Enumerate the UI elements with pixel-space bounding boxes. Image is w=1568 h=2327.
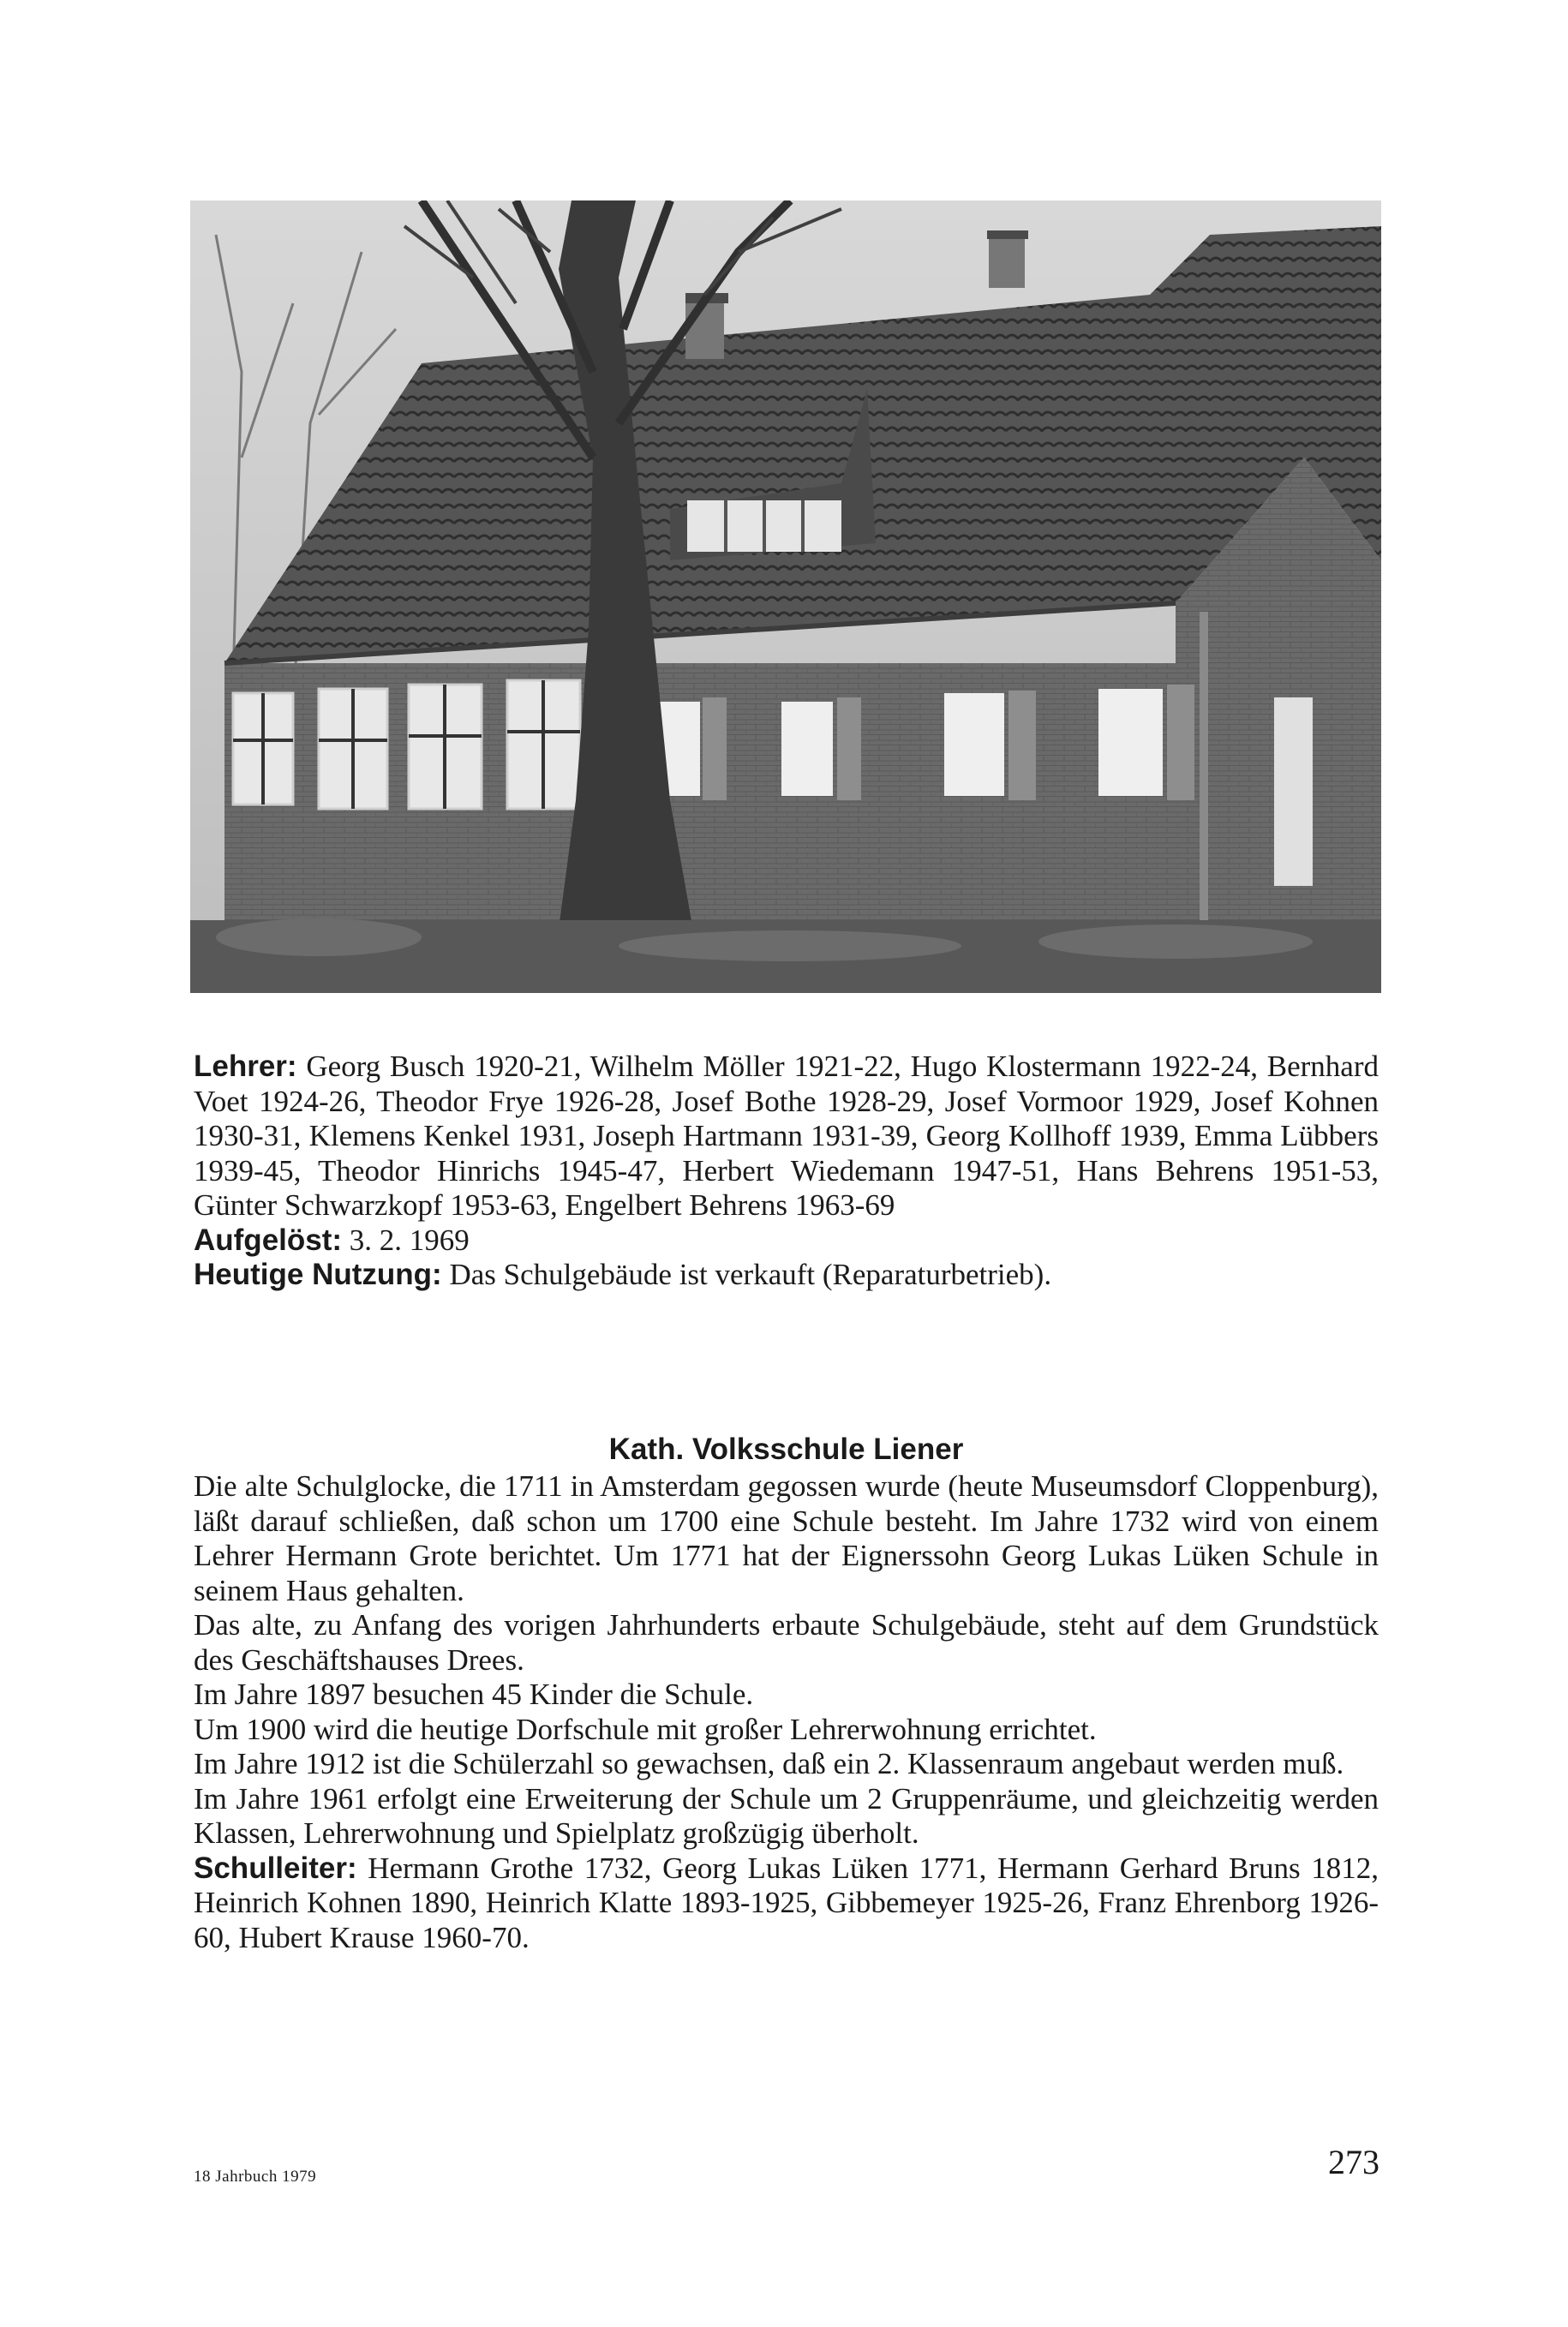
- section-heading: Kath. Volksschule Liener: [608, 1433, 964, 1466]
- history-paragraph: Um 1900 wird die heutige Dorfschule mit großer Lehrerwohnung errichtet.: [194, 1712, 1097, 1746]
- current-use-label: Heutige Nutzung:: [194, 1258, 442, 1291]
- history-paragraph: Im Jahre 1912 ist die Schülerzahl so gewachsen, daß ein 2. Klassenraum angebaut werden muß.: [194, 1747, 1344, 1780]
- headmasters-paragraph: [194, 1851, 1379, 1956]
- teachers-text: Georg Busch 1920-21, Wilhelm Möller 1921-22, Hugo Klostermann 1922-24, Bernhard Voet 1924-26, Theodor Frye 1926-28, Josef Bothe 1928-29, Josef Vormoor 1929, Josef Kohnen 1930-31, Klemens Kenkel 1931, Joseph Hartmann 1931-39, Georg Kollhoff 1939, Emma Lübbers 1939-45, Theodor Hinrichs 1945-47, Herbert Wiedemann 1947-51, Hans Behrens 1951-53, Günter Schwarzkopf 1953-63, Engelbert Behrens 1963-69: [194, 1050, 1379, 1222]
- schoolhouse-photo-icon: [190, 200, 1381, 993]
- current-use-line: [194, 1258, 1379, 1293]
- history-paragraph: Im Jahre 1961 erfolgt eine Erweiterung der Schule um 2 Gruppenräume, und gleichzeitig werden Klassen, Lehrerwohnung und Spielplatz großzügig überholt.: [194, 1781, 1379, 1850]
- teachers-label: Lehrer:: [194, 1050, 297, 1083]
- dissolved-label: Aufgelöst:: [194, 1223, 343, 1257]
- school-history: [194, 1469, 1379, 1955]
- dissolved-date: 3. 2. 1969: [349, 1223, 470, 1257]
- headmasters-label: Schulleiter:: [194, 1851, 357, 1885]
- dissolved-line: [194, 1223, 1379, 1259]
- teachers-section: [194, 1050, 1379, 1293]
- schoolhouse-photo: [190, 200, 1381, 993]
- history-paragraph: Das alte, zu Anfang des vorigen Jahrhunderts erbaute Schulgebäude, steht auf dem Grundstück des Geschäftshauses Drees.: [194, 1608, 1379, 1677]
- headmasters-text: Hermann Grothe 1732, Georg Lukas Lüken 1771, Hermann Gerhard Bruns 1812, Heinrich Kohnen 1890, Heinrich Klatte 1893-1925, Gibbemeyer 1925-26, Franz Ehrenborg 1926-60, Hubert Krause 1960-70.: [194, 1851, 1379, 1954]
- history-paragraph: Die alte Schulglocke, die 1711 in Amsterdam gegossen wurde (heute Museumsdorf Cloppenburg), läßt darauf schließen, daß schon um 1700 eine Schule besteht. Im Jahre 1732 wird von einem Lehrer Hermann Grote berichtet. Um 1771 hat der Eignerssohn Georg Lukas Lüken Schule in seinem Haus gehalten.: [194, 1469, 1379, 1607]
- current-use-text: Das Schulgebäude ist verkauft (Reparaturbetrieb).: [449, 1258, 1052, 1291]
- history-paragraph: Im Jahre 1897 besuchen 45 Kinder die Schule.: [194, 1678, 754, 1711]
- page-number: 273: [1328, 2143, 1379, 2181]
- teachers-paragraph: [194, 1050, 1379, 1223]
- footer-signature: 18 Jahrbuch 1979: [194, 2168, 317, 2186]
